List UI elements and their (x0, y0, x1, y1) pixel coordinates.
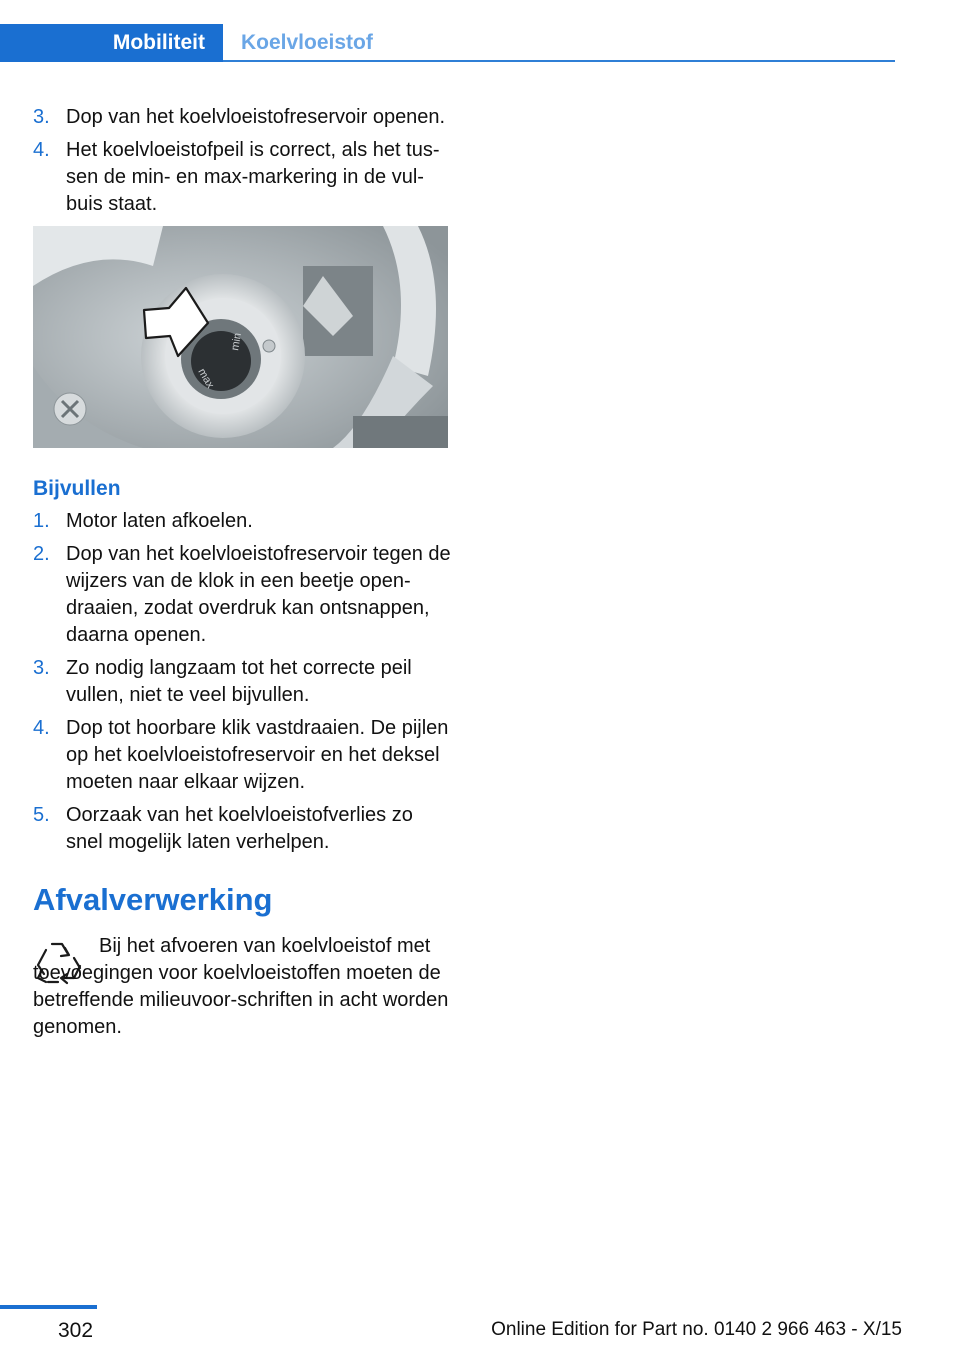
list-item (33, 655, 453, 709)
page-header (0, 24, 895, 62)
step-text: Motor laten afkoelen. (66, 510, 253, 532)
step-number: 5. (33, 804, 50, 826)
step-text: Dop van het koelvloeistofreservoir openen. (66, 106, 446, 128)
top-step-list (33, 104, 453, 218)
step-number: 3. (33, 106, 50, 128)
section-heading-afvalverwerking: Afvalverwerking (33, 882, 273, 917)
tab-koelvloeistof[interactable]: Koelvloeistof (241, 31, 373, 54)
cap-max-label: max (195, 366, 217, 391)
step-text: Dop van het koelvloeistofreservoir tegen de wijzers van de klok in een beetje open‐draaien, zodat overdruk kan ontsnappen, daarna openen. (66, 543, 451, 646)
list-item (33, 104, 453, 131)
coolant-reservoir-photo (33, 226, 448, 448)
step-number: 1. (33, 510, 50, 532)
cap-min-label: min (229, 331, 245, 352)
step-number: 2. (33, 543, 50, 565)
list-item (33, 802, 453, 856)
bijvullen-steps (33, 508, 453, 862)
page-number: 302 (58, 1319, 94, 1342)
edition-text: Online Edition for Part no. 0140 2 966 463 - X/15 (491, 1319, 902, 1340)
list-item (33, 715, 453, 796)
section-heading-bijvullen: Bijvullen (33, 477, 121, 500)
footer-rule (0, 1305, 97, 1309)
step-text: Oorzaak van het koelvloeistofverlies zo snel mogelijk laten verhelpen. (66, 804, 413, 853)
list-item (33, 137, 453, 218)
header-divider (223, 60, 895, 62)
step-text: Zo nodig langzaam tot het correcte peil vullen, niet te veel bijvullen. (66, 657, 412, 706)
step-number: 3. (33, 657, 50, 679)
tab-mobiliteit[interactable]: Mobiliteit (0, 24, 223, 62)
step-number: 4. (33, 139, 50, 161)
bijvullen-step-list (33, 508, 453, 856)
step-text: Het koelvloeistofpeil is correct, als het tus‐sen de min- en max-markering in de vul‐buis staat. (66, 139, 440, 215)
top-steps (33, 104, 453, 224)
step-text: Dop tot hoorbare klik vastdraaien. De pijlen op het koelvloeistofreservoir en het deksel moeten naar elkaar wijzen. (66, 717, 449, 793)
list-item (33, 541, 453, 649)
step-number: 4. (33, 717, 50, 739)
disposal-text: Bij het afvoeren van koelvloeistof met toevoegingen voor koelvloeistoffen moeten de betreffende milieuvoor‐schriften in acht worden genomen. (33, 935, 449, 1038)
list-item (33, 508, 453, 535)
disposal-note (33, 933, 453, 1041)
